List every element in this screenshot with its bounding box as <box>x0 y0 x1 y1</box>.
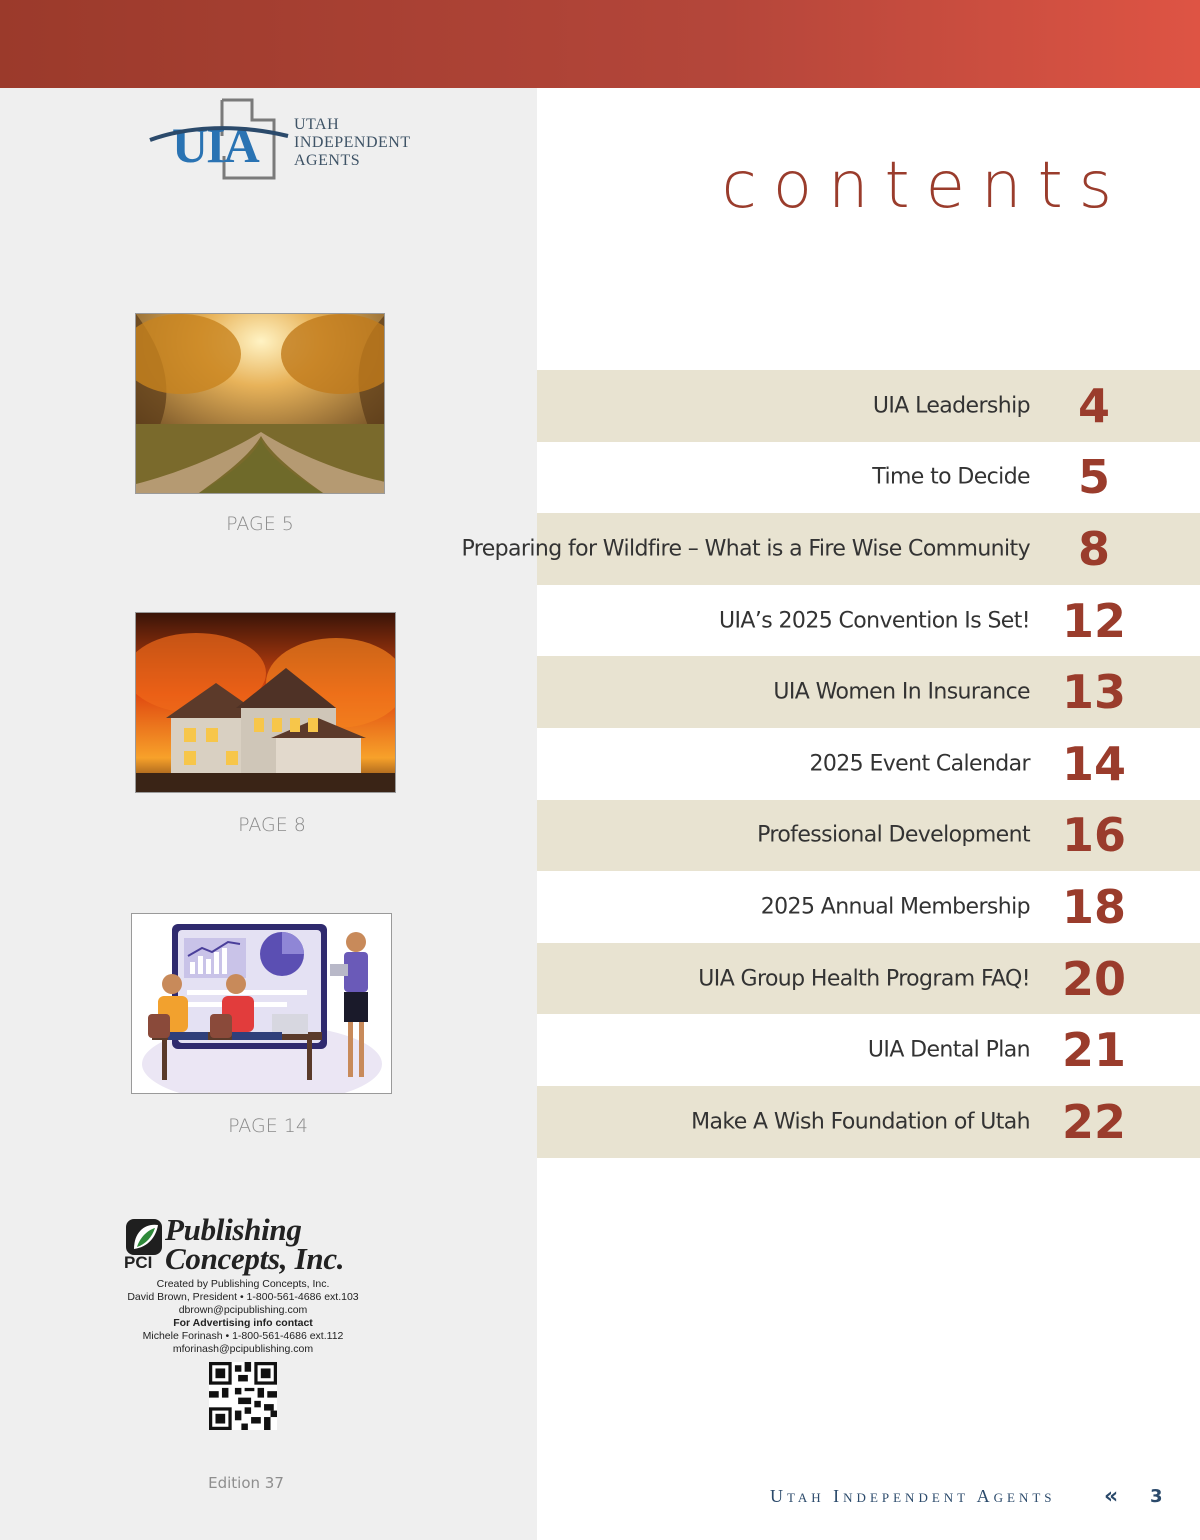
pci-abbr: PCI <box>124 1253 153 1272</box>
feature-caption-2: PAGE 8 <box>238 814 306 836</box>
pci-leaf-icon <box>124 1217 164 1257</box>
pci-name-line2: Concepts, Inc. <box>165 1241 345 1276</box>
pci-name <box>165 1212 345 1276</box>
feature-caption-1: PAGE 5 <box>226 513 294 535</box>
table-of-contents <box>461 370 1200 1158</box>
publisher-credits <box>100 1278 386 1356</box>
edition-label: Edition 37 <box>208 1474 284 1492</box>
credit-line: Created by Publishing Concepts, Inc. <box>156 1278 330 1290</box>
logo-line-utah: UTAH <box>294 116 340 133</box>
toc-page-number: 13 <box>1061 665 1126 720</box>
feature-caption-3: PAGE 14 <box>228 1115 308 1137</box>
toc-page-number: 16 <box>1061 808 1126 863</box>
page-title: contents <box>721 149 1128 223</box>
feature-image-forked-path[interactable] <box>135 313 385 494</box>
toc-page-number: 4 <box>1077 378 1110 433</box>
toc-label: Preparing for Wildfire – What is a Fire Wise Community <box>461 536 1030 562</box>
toc-page-number: 8 <box>1077 521 1110 576</box>
toc-label: UIA Dental Plan <box>867 1037 1030 1063</box>
toc-label: UIA Group Health Program FAQ! <box>698 966 1030 992</box>
toc-label: UIA Leadership <box>872 393 1030 419</box>
uia-mark-text: UIA <box>172 117 258 173</box>
toc-row[interactable] <box>537 943 1200 1015</box>
toc-label: UIA Women In Insurance <box>773 679 1030 705</box>
toc-row[interactable] <box>537 871 1200 943</box>
chevron-double-left-icon: « <box>1104 1484 1119 1509</box>
footer-publication-name: Utah Independent Agents <box>770 1486 1056 1506</box>
toc-page-number: 14 <box>1061 736 1126 791</box>
qr-code-icon[interactable] <box>209 1362 277 1430</box>
credit-line: Michele Forinash • 1-800-561-4686 ext.112 <box>142 1330 344 1342</box>
toc-row[interactable] <box>537 1014 1200 1086</box>
utah-outline-logo-mark <box>148 96 298 186</box>
pci-logo <box>120 1212 380 1277</box>
credit-email[interactable]: mforinash@pcipublishing.com <box>172 1343 314 1355</box>
toc-label: 2025 Annual Membership <box>760 894 1030 920</box>
toc-label: Time to Decide <box>872 464 1030 490</box>
logo-line-independent: INDEPENDENT <box>294 134 411 151</box>
toc-row[interactable] <box>537 728 1200 800</box>
feature-image-house-fire[interactable] <box>135 612 396 793</box>
toc-page-number: 21 <box>1061 1023 1126 1078</box>
uia-logo-words <box>294 116 411 170</box>
toc-page-number: 22 <box>1061 1094 1126 1149</box>
toc-row[interactable] <box>537 800 1200 872</box>
credit-line: David Brown, President • 1-800-561-4686 ext.103 <box>127 1291 359 1303</box>
feature-image-meeting-illustration[interactable] <box>131 913 392 1094</box>
logo-line-agents: AGENTS <box>294 152 361 169</box>
toc-row[interactable] <box>537 442 1200 514</box>
toc-row[interactable] <box>537 585 1200 657</box>
toc-page-number: 20 <box>1061 951 1126 1006</box>
header-banner <box>0 0 1200 88</box>
uia-logo <box>148 96 428 186</box>
toc-row[interactable] <box>537 370 1200 442</box>
toc-label: UIA’s 2025 Convention Is Set! <box>719 608 1030 634</box>
credit-line: For Advertising info contact <box>173 1317 313 1329</box>
footer-page-number: 3 <box>1150 1486 1163 1507</box>
toc-row[interactable] <box>537 656 1200 728</box>
toc-page-number: 12 <box>1061 593 1126 648</box>
toc-label: Make A Wish Foundation of Utah <box>691 1109 1030 1135</box>
credit-email[interactable]: dbrown@pcipublishing.com <box>178 1304 308 1316</box>
toc-label: Professional Development <box>757 822 1030 848</box>
toc-row[interactable] <box>461 513 1200 585</box>
toc-page-number: 18 <box>1061 879 1126 934</box>
toc-page-number: 5 <box>1077 450 1110 505</box>
toc-row[interactable] <box>537 1086 1200 1158</box>
toc-label: 2025 Event Calendar <box>809 751 1030 777</box>
pci-name-line1: Publishing <box>165 1212 302 1247</box>
